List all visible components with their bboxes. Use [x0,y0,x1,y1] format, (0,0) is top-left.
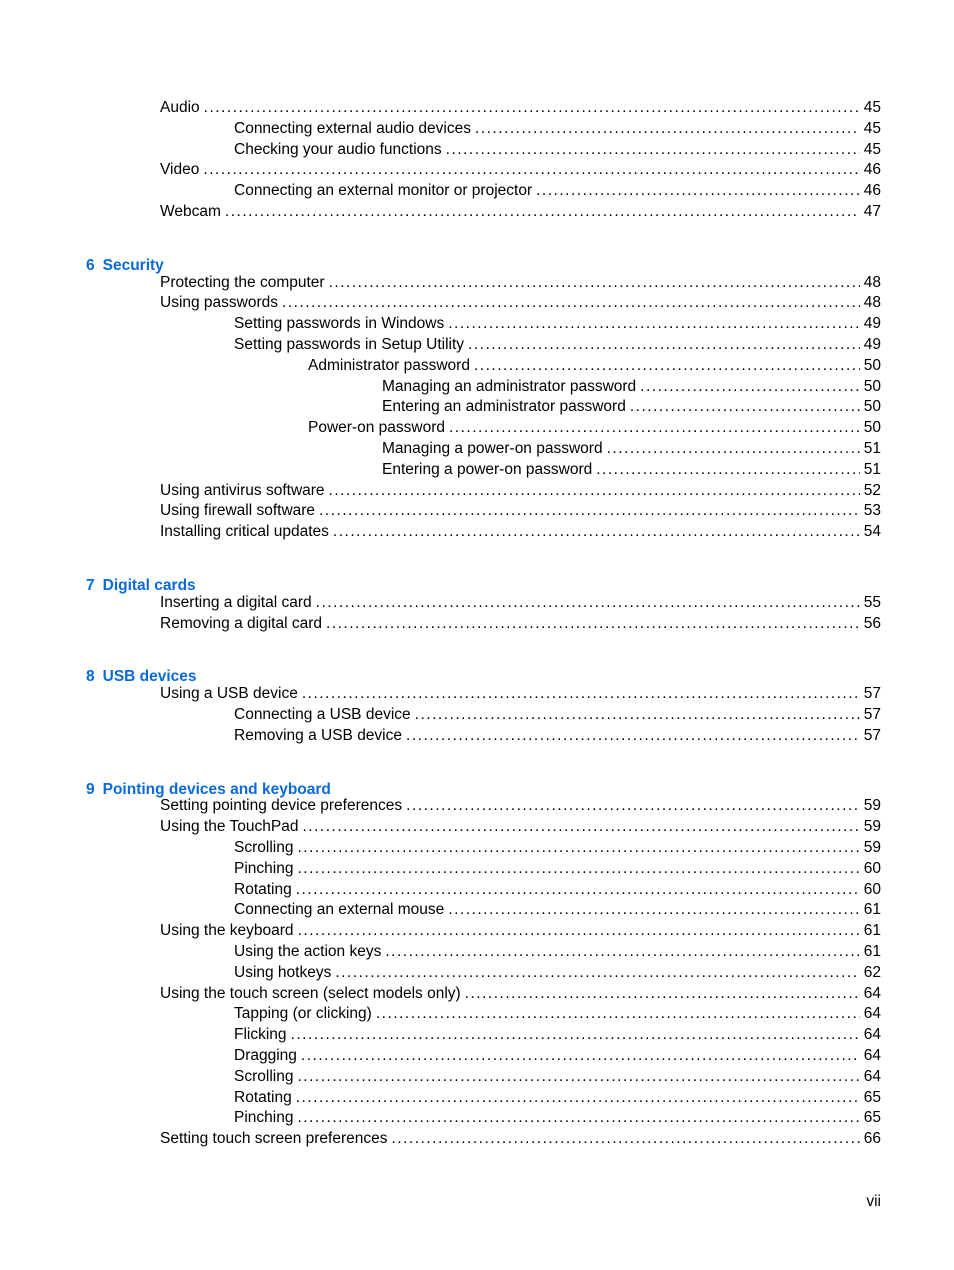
toc-entry-page: 45 [863,99,881,116]
dot-leader [468,336,860,354]
dot-leader [282,294,860,312]
dot-leader [448,315,860,333]
toc-entry[interactable] [234,878,881,899]
dot-leader [406,797,860,815]
toc-entry[interactable] [160,200,881,221]
toc-entry-page: 57 [863,706,881,723]
toc-entry[interactable] [234,179,881,200]
toc-entry-page: 48 [863,294,881,312]
toc-entry[interactable] [234,836,881,857]
dot-leader [640,378,860,396]
toc-entry-page: 46 [863,182,881,200]
toc-entry[interactable] [160,499,881,520]
toc-entry[interactable] [234,703,881,724]
toc-entry-title: Using firewall software [160,502,316,520]
toc-entry-title: Connecting external audio devices [234,119,471,137]
toc-entry-title: Setting touch screen preferences [160,1130,388,1148]
toc-entry-page: 62 [863,963,881,981]
chapter-number: 8 [86,668,95,686]
dot-leader [335,964,859,982]
toc-entry-title: Removing a USB device [234,726,402,744]
dot-leader [204,99,860,117]
toc-entry-title: Pinching [234,1109,294,1127]
toc-entry-page: 50 [863,398,881,416]
dot-leader [415,706,860,724]
toc-entry[interactable] [234,1023,881,1044]
toc-entry-title: Using passwords [160,294,279,312]
toc-entry-title: Connecting an external mouse [234,901,445,919]
dot-leader [301,1047,860,1065]
toc-entry[interactable] [382,437,881,458]
toc-entry[interactable] [160,1127,881,1148]
dot-leader [596,461,860,479]
toc-entry-title: Rotating [234,1088,292,1106]
toc-entry-title: Connecting an external monitor or projector [234,182,533,200]
toc-entry-title: Setting passwords in Setup Utility [234,336,465,353]
toc-entry[interactable] [234,312,881,333]
toc-entry-page: 60 [863,859,881,877]
toc-entry-page: 56 [863,614,881,632]
toc-entry-title: Using antivirus software [160,481,325,499]
toc-entry[interactable] [160,794,881,815]
toc-entry-title: Webcam [160,203,221,220]
chapter-number: 7 [86,577,95,594]
toc-entry[interactable] [234,724,881,745]
chapter-title: Pointing devices and keyboard [102,780,331,798]
dot-leader [297,1068,859,1086]
toc-entry-title: Entering an administrator password [382,398,626,416]
dot-leader [448,901,860,919]
toc-entry-page: 65 [863,1109,881,1127]
toc-entry-page: 65 [863,1088,881,1106]
dot-leader [225,203,860,221]
toc-entry[interactable] [234,898,881,919]
toc-entry-page: 49 [863,315,881,333]
dot-leader [475,120,860,138]
toc-entry-title: Using a USB device [160,685,298,703]
toc-entry-page: 45 [863,140,881,158]
dot-leader [296,1089,860,1107]
dot-leader [465,985,860,1003]
toc-entry[interactable] [160,815,881,836]
toc-entry-page: 60 [863,880,881,898]
toc-entry-title: Scrolling [234,1067,294,1085]
toc-entry-title: Connecting a USB device [234,706,411,723]
toc-entry-title: Checking your audio functions [234,140,442,158]
toc-entry[interactable] [160,682,881,703]
toc-entry-page: 64 [863,1026,881,1044]
toc-entry[interactable] [382,375,881,396]
toc-entry[interactable] [382,395,881,416]
toc-entry-title: Flicking [234,1026,287,1044]
toc-entry[interactable] [234,333,881,354]
dot-leader [297,860,859,878]
toc-entry-title: Power-on password [308,419,445,437]
toc-entry-title: Using the keyboard [160,922,294,940]
toc-entry-page: 50 [863,356,881,374]
toc-entry-page: 61 [863,922,881,940]
chapter-title: USB devices [102,668,197,686]
toc-entry-page: 59 [863,839,881,856]
toc-entry[interactable] [308,354,881,375]
toc-entry[interactable] [160,520,881,541]
toc-entry[interactable] [308,416,881,437]
toc-entry[interactable] [234,1086,881,1107]
chapter-title: Security [102,256,164,274]
toc-entry-title: Using hotkeys [234,963,332,981]
toc-entry-page: 54 [863,523,881,541]
chapter-title: Digital cards [102,577,196,594]
toc-entry-page: 53 [863,502,881,520]
toc-entry-page: 51 [863,440,881,457]
toc-entry-page: 57 [863,726,881,744]
dot-leader [302,818,859,836]
dot-leader [630,398,860,416]
toc-entry-page: 57 [863,685,881,703]
toc-entry-page: 49 [863,336,881,353]
toc-entry[interactable] [234,940,881,961]
toc-entry[interactable] [234,1106,881,1127]
toc-entry-title: Video [160,161,200,179]
toc-entry-page: 64 [863,1047,881,1064]
toc-entry[interactable] [160,158,881,179]
toc-entry-page: 59 [863,797,881,815]
toc-entry[interactable] [160,591,881,612]
dot-leader [326,615,860,633]
dot-leader [297,1109,859,1127]
toc-entry-title: Inserting a digital card [160,593,312,611]
toc-entry[interactable] [160,96,881,117]
toc-entry-page: 55 [863,593,881,611]
toc-entry[interactable] [160,612,881,633]
toc-entry-title: Entering a power-on password [382,460,593,478]
dot-leader [319,502,860,520]
toc-entry[interactable] [160,919,881,940]
toc-entry[interactable] [234,138,881,159]
dot-leader [376,1005,860,1023]
toc-entry-title: Pinching [234,859,294,877]
toc-entry-page: 48 [863,273,881,291]
toc-entry-title: Setting passwords in Windows [234,315,445,333]
toc-entry-title: Using the TouchPad [160,818,299,836]
toc-entry[interactable] [382,458,881,479]
dot-leader [474,357,860,375]
toc-entry-title: Dragging [234,1047,297,1064]
toc-entry[interactable] [160,479,881,500]
dot-leader [302,685,860,703]
dot-leader [333,523,860,541]
dot-leader [316,594,860,612]
toc-entry[interactable] [234,857,881,878]
toc-entry-page: 45 [863,119,881,137]
toc-entry-title: Tapping (or clicking) [234,1005,372,1023]
dot-leader [446,141,860,159]
toc-entry-title: Administrator password [308,356,470,374]
toc-entry-page: 59 [863,818,881,836]
toc-entry-page: 61 [863,901,881,919]
dot-leader [329,482,860,500]
toc-entry-page: 47 [863,203,881,220]
toc-entry-title: Using the action keys [234,943,382,960]
toc-entry[interactable] [160,982,881,1003]
toc-entry-title: Rotating [234,880,292,898]
dot-leader [298,922,860,940]
toc-entry[interactable] [160,271,881,292]
toc-entry-page: 50 [863,377,881,395]
toc-entry-title: Managing a power-on password [382,440,603,457]
page-number: vii [866,1193,881,1210]
toc-entry-page: 46 [863,161,881,179]
chapter-number: 6 [86,256,95,274]
toc-entry-title: Installing critical updates [160,523,329,541]
toc-entry[interactable] [234,1065,881,1086]
toc-entry[interactable] [234,1044,881,1065]
toc-entry-title: Managing an administrator password [382,377,637,395]
dot-leader [291,1026,860,1044]
dot-leader [607,440,860,458]
dot-leader [536,182,860,200]
toc-entry-page: 64 [863,1067,881,1085]
toc-entry[interactable] [160,291,881,312]
dot-leader [449,419,860,437]
toc-entry-page: 52 [863,481,881,499]
dot-leader [391,1130,859,1148]
toc-entry-title: Using the touch screen (select models only) [160,984,461,1002]
dot-leader [329,274,860,292]
toc-entry-page: 64 [863,1005,881,1023]
dot-leader [406,727,860,745]
toc-entry-page: 50 [863,419,881,437]
chapter-number: 9 [86,780,95,798]
dot-leader [203,161,859,179]
toc-entry-title: Removing a digital card [160,614,322,632]
toc-entry[interactable] [234,1002,881,1023]
dot-leader [385,943,859,961]
toc-entry-page: 51 [863,460,881,478]
toc-entry[interactable] [234,961,881,982]
toc-entry-title: Protecting the computer [160,273,325,291]
toc-entry-page: 64 [863,984,881,1002]
toc-entry-title: Audio [160,99,200,116]
toc-entry-title: Scrolling [234,839,294,856]
toc-entry-page: 61 [863,943,881,960]
toc-entry[interactable] [234,117,881,138]
toc-entry-title: Setting pointing device preferences [160,797,403,815]
toc-entry-page: 66 [863,1130,881,1148]
dot-leader [296,881,860,899]
chapter-heading[interactable] [86,256,164,276]
dot-leader [297,839,859,857]
